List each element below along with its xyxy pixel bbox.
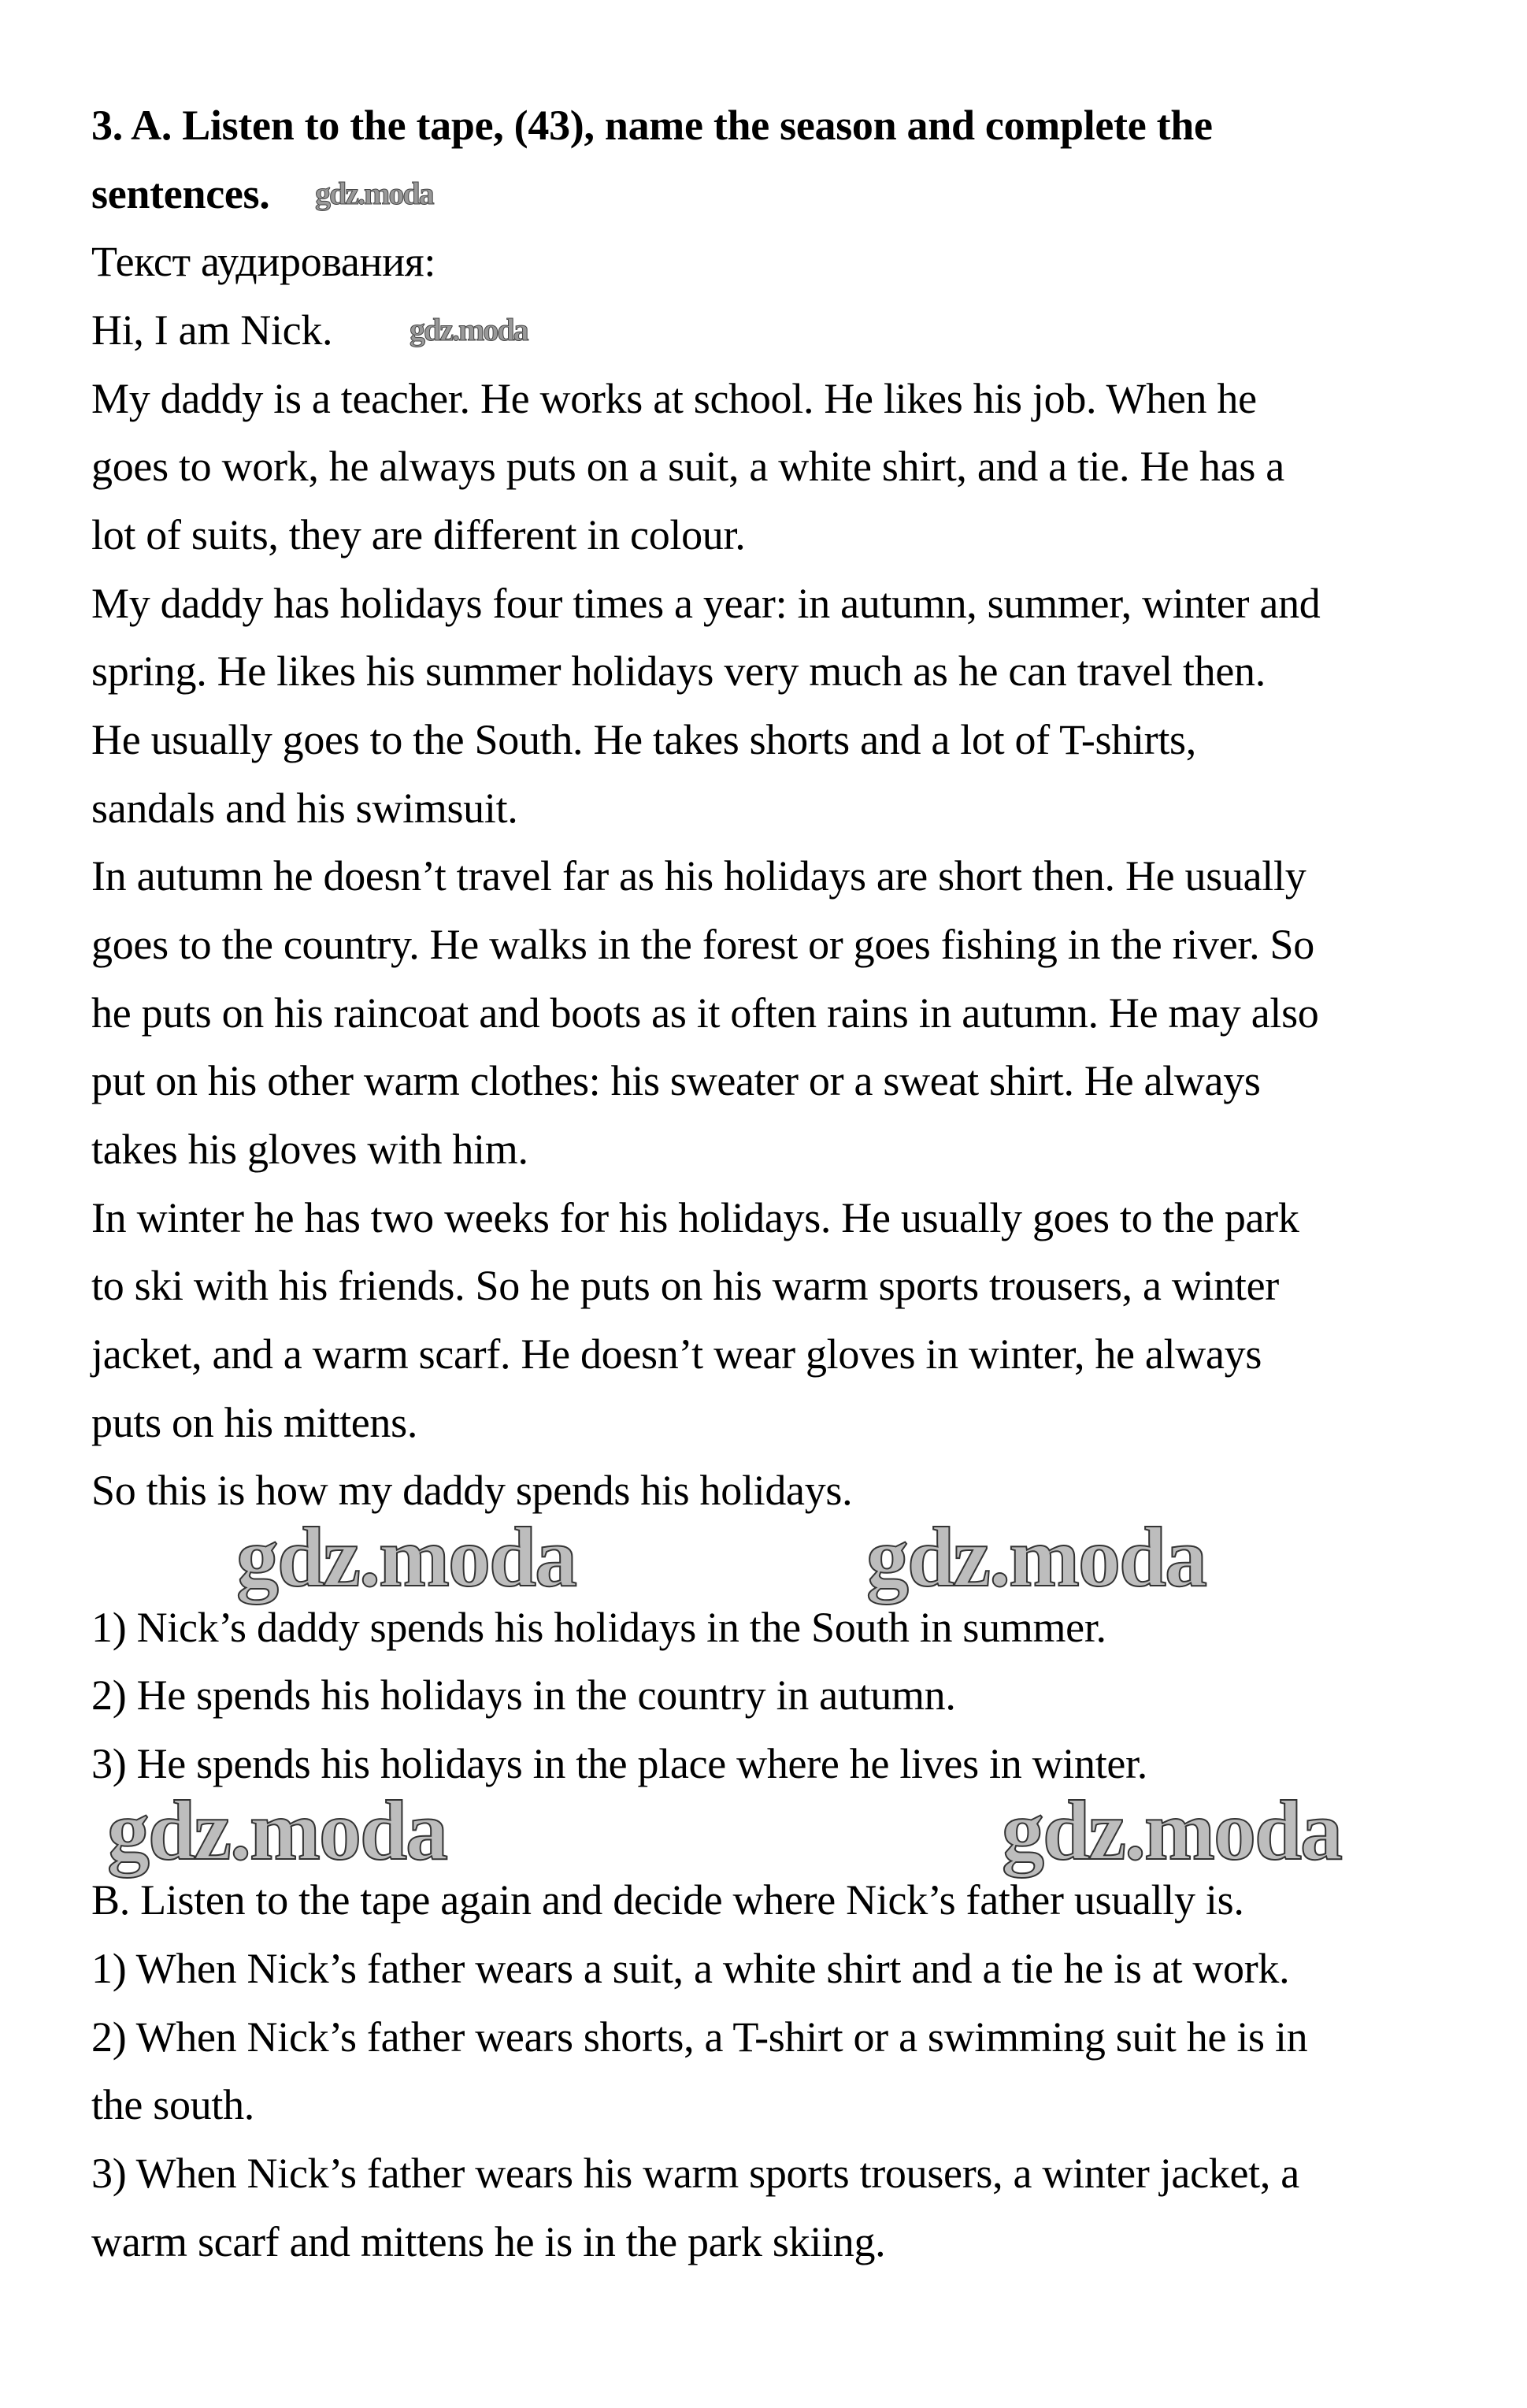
task-b-heading: B. Listen to the tape again and decide where Nick’s father usually is. [91, 1876, 1244, 1924]
answer-line: warm scarf and mittens he is in the park skiing. [91, 2218, 886, 2265]
title-line: 3. A. Listen to the tape, (43), name the season and complete the [91, 102, 1213, 149]
text-line: My daddy is a teacher. He works at school. He likes his job. When he [91, 375, 1257, 422]
text-line: spring. He likes his summer holidays very much as he can travel then. [91, 647, 1266, 695]
answer-line: 1) Nick’s daddy spends his holidays in the South in summer. [91, 1604, 1106, 1651]
text-line: he puts on his raincoat and boots as it often rains in autumn. He may also [91, 989, 1319, 1037]
answer-line: 3) He spends his holidays in the place where he lives in winter. [91, 1740, 1147, 1787]
text-line: takes his gloves with him. [91, 1126, 528, 1173]
text-line: jacket, and a warm scarf. He doesn’t wear gloves in winter, he always [91, 1330, 1262, 1378]
text-line: goes to the country. He walks in the forest or goes fishing in the river. So [91, 921, 1314, 968]
text-line: puts on his mittens. [91, 1399, 418, 1446]
watermark: gdz.moda [410, 312, 528, 347]
watermark: gdz.moda [866, 1511, 1206, 1605]
text-line: put on his other warm clothes: his sweater or a sweat shirt. He always [91, 1057, 1261, 1104]
answer-line: 3) When Nick’s father wears his warm sports trousers, a winter jacket, a [91, 2150, 1299, 2197]
text-line: He usually goes to the South. He takes shorts and a lot of T-shirts, [91, 716, 1196, 763]
text-line: lot of suits, they are different in colour. [91, 511, 746, 558]
answer-line: 1) When Nick’s father wears a suit, a white shirt and a tie he is at work. [91, 1945, 1290, 1992]
text-line: In autumn he doesn’t travel far as his holidays are short then. He usually [91, 852, 1306, 900]
watermark: gdz.moda [1002, 1784, 1342, 1878]
watermark: gdz.moda [236, 1511, 576, 1605]
text-line: sandals and his swimsuit. [91, 785, 518, 832]
text-line: My daddy has holidays four times a year: in autumn, summer, winter and [91, 580, 1321, 627]
text-line: to ski with his friends. So he puts on his warm sports trousers, a winter [91, 1262, 1279, 1309]
text-line: In winter he has two weeks for his holidays. He usually goes to the park [91, 1194, 1299, 1241]
text-line: So this is how my daddy spends his holidays. [91, 1467, 853, 1514]
watermark: gdz.moda [315, 176, 433, 211]
title-line: sentences. [91, 170, 270, 217]
answer-line: the south. [91, 2081, 254, 2128]
text-line: Hi, I am Nick. [91, 306, 333, 354]
watermark: gdz.moda [107, 1784, 447, 1878]
answer-line: 2) When Nick’s father wears shorts, a T-shirt or a swimming suit he is in [91, 2013, 1308, 2061]
text-line: goes to work, he always puts on a suit, a white shirt, and a tie. He has a [91, 443, 1284, 490]
answer-line: 2) He spends his holidays in the country in autumn. [91, 1672, 956, 1719]
transcript-heading: Текст аудирования: [91, 238, 436, 285]
